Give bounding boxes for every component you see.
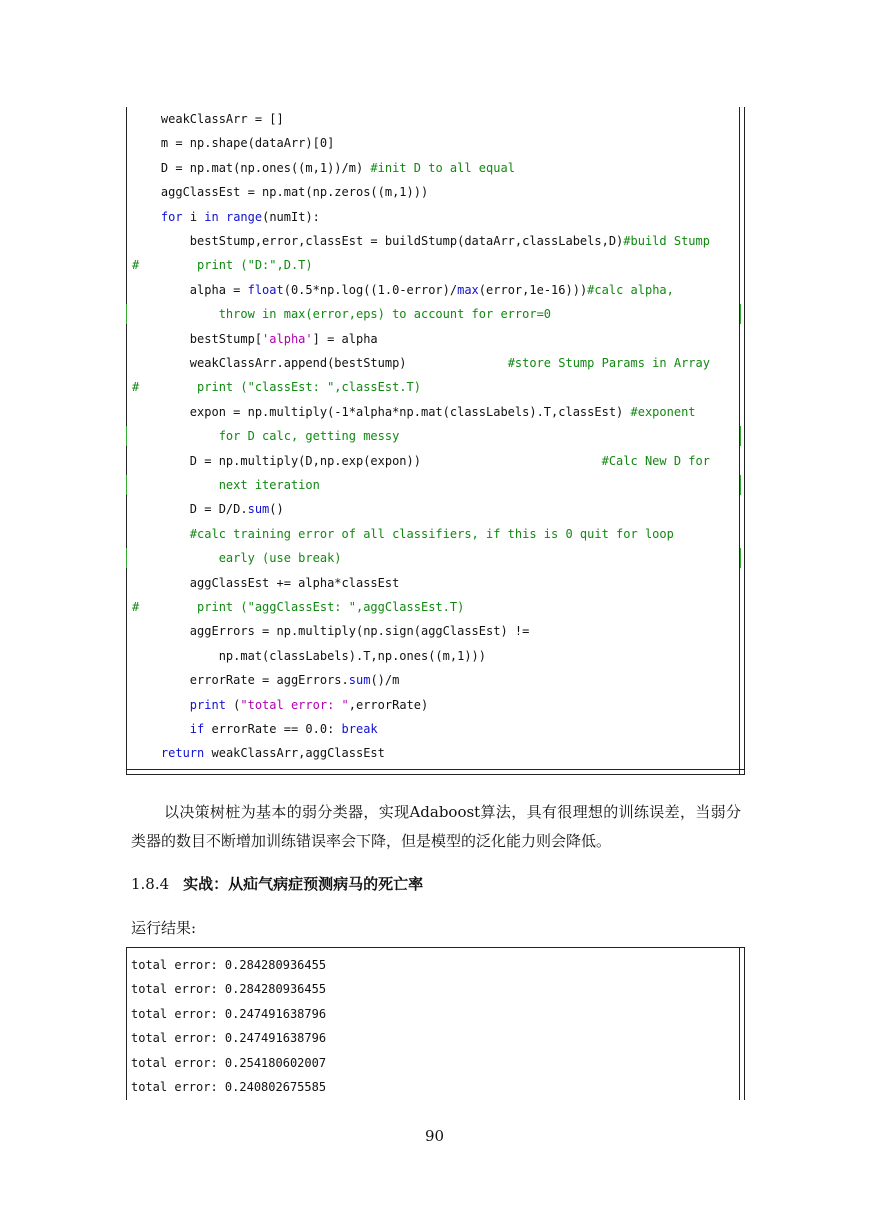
- code-token: [132, 722, 190, 736]
- code-line: [132, 306, 551, 322]
- code-line: [132, 672, 399, 688]
- code-token-kw: print: [189, 697, 226, 712]
- code-token-cm: #build Stump: [623, 234, 710, 248]
- code-line: [132, 453, 710, 469]
- page-number: 90: [424, 1127, 445, 1145]
- section-heading: [131, 873, 423, 894]
- code-line: [132, 379, 421, 395]
- code-line: [132, 331, 378, 347]
- code-token: m = np.shape(dataArr)[0]: [132, 136, 335, 151]
- frame-bottom-inner: [126, 769, 745, 770]
- code-token-cm: throw in max(error,eps) to account for error=0: [132, 307, 552, 322]
- frame-left: [126, 947, 127, 1100]
- code-line: [132, 233, 710, 249]
- code-line: [132, 745, 385, 761]
- output-line: total error: 0.284280936455: [131, 958, 327, 972]
- code-token-kw: in: [204, 209, 219, 224]
- code-token: aggClassEst = np.mat(np.zeros((m,1))): [132, 185, 429, 200]
- code-token-kw: return: [160, 746, 205, 761]
- code-token-bi: sum: [247, 502, 270, 517]
- section-number: 1.8.4: [131, 875, 170, 893]
- body-paragraph: [131, 798, 741, 856]
- code-line: [132, 575, 399, 591]
- output-line: total error: 0.284280936455: [131, 982, 327, 997]
- code-token: D = np.mat(np.ones((m,1))/m): [132, 160, 371, 175]
- code-line: [132, 623, 529, 639]
- code-token: aggErrors = np.multiply(np.sign(aggClassEst) !=: [132, 624, 530, 639]
- code-line: [132, 209, 320, 225]
- line-wrap-marker: [740, 475, 741, 495]
- code-token-kw: if: [189, 722, 205, 736]
- code-token-cm: #calc alpha,: [587, 282, 674, 297]
- output-line: total error: 0.240802675585: [131, 1080, 327, 1094]
- code-token: errorRate == 0.0:: [204, 722, 342, 736]
- code-line: [132, 599, 464, 615]
- code-line: [132, 501, 284, 517]
- code-token-kw: for: [160, 209, 183, 224]
- code-token-cm: #calc training error of all classifiers, if this is 0 quit for loop: [132, 526, 674, 541]
- line-wrap-marker: [126, 426, 127, 446]
- line-wrap-marker: [740, 426, 741, 446]
- code-line: [132, 184, 428, 200]
- code-token: (: [225, 697, 241, 712]
- section-title: 实战：从疝气病症预测病马的死亡率: [183, 875, 424, 893]
- frame-right-inner: [739, 947, 740, 1100]
- code-token-cm: #store Stump Params in Array: [507, 356, 710, 370]
- code-token-cm: # print ("aggClassEst: ",aggClassEst.T): [132, 600, 465, 614]
- code-token: (): [269, 502, 284, 517]
- code-line: [132, 550, 342, 566]
- code-token: (numIt):: [262, 209, 320, 224]
- code-token: [132, 210, 161, 224]
- output-line: total error: 0.247491638796: [131, 1031, 327, 1046]
- code-token: weakClassArr,aggClassEst: [204, 746, 385, 761]
- code-token: alpha =: [132, 282, 248, 297]
- code-token-kw: break: [341, 722, 378, 736]
- code-token: [132, 746, 161, 760]
- code-token: (error,1e-16))): [478, 282, 588, 297]
- code-token: D = np.multiply(D,np.exp(expon)): [132, 453, 602, 468]
- output-line: total error: 0.247491638796: [131, 1006, 327, 1021]
- code-token-bi: float: [247, 282, 284, 297]
- code-token-cm: for D calc, getting messy: [132, 429, 400, 444]
- code-token: errorRate = aggErrors.: [132, 673, 349, 688]
- code-line: [132, 721, 378, 737]
- code-token: [132, 698, 190, 712]
- code-token: D = D/D.: [132, 502, 248, 517]
- code-token-bi: max: [457, 282, 479, 297]
- code-line: [132, 257, 313, 273]
- code-token: bestStump,error,classEst = buildStump(dataArr,classLabels,D): [132, 234, 624, 248]
- run-result-label: 运行结果:: [131, 919, 197, 937]
- code-token-cm: early (use break): [132, 551, 342, 566]
- code-line: [132, 648, 486, 664]
- code-token-bi: sum: [348, 673, 371, 688]
- code-token-cm: #init D to all equal: [370, 160, 515, 175]
- code-line: [132, 282, 674, 298]
- code-token: ] = alpha: [312, 331, 378, 346]
- frame-bottom-outer: [126, 774, 745, 775]
- code-line: [132, 697, 428, 713]
- paragraph-text: 以决策树桩为基本的弱分类器，实现Adaboost算法，具有很理想的训练误差，当弱分类器的数目不断增加训练错误率会下降，但是模型的泛化能力则会降低。: [131, 803, 741, 850]
- code-token: (0.5*np.log((1.0-error)/: [283, 282, 458, 297]
- code-line: [132, 355, 710, 371]
- code-token: ,errorRate): [348, 697, 429, 712]
- output-line: total error: 0.254180602007: [131, 1055, 327, 1070]
- code-token: weakClassArr.append(bestStump): [132, 356, 508, 370]
- code-listing: [126, 107, 745, 775]
- line-wrap-marker: [126, 304, 127, 324]
- code-line: [132, 477, 320, 493]
- code-token-str: 'alpha': [262, 331, 313, 346]
- code-line: [132, 428, 399, 444]
- code-token: np.mat(classLabels).T,np.ones((m,1))): [132, 648, 487, 663]
- code-token-str: "total error: ": [240, 697, 349, 712]
- code-token-bi: range: [225, 209, 263, 224]
- frame-right-outer: [744, 107, 745, 775]
- code-token: aggClassEst += alpha*classEst: [132, 575, 400, 590]
- line-wrap-marker: [126, 475, 127, 495]
- frame-right-outer: [744, 947, 745, 1100]
- code-line: [132, 526, 674, 542]
- code-token-cm: next iteration: [132, 478, 320, 492]
- line-wrap-marker: [740, 548, 741, 568]
- code-token: bestStump[: [132, 331, 263, 346]
- code-token: expon = np.multiply(-1*alpha*np.mat(classLabels).T,classEst): [132, 404, 631, 419]
- code-line: [132, 160, 515, 176]
- code-token-cm: # print ("D:",D.T): [132, 258, 313, 273]
- code-token: ()/m: [370, 673, 400, 688]
- frame-top: [126, 947, 745, 948]
- code-token-cm: #Calc New D for: [601, 453, 710, 468]
- code-line: [132, 135, 334, 151]
- output-listing: [126, 947, 745, 1100]
- code-line: [132, 111, 284, 127]
- code-token: [219, 210, 226, 224]
- code-token: i: [182, 209, 205, 224]
- code-line: [132, 404, 696, 420]
- line-wrap-marker: [740, 304, 741, 324]
- code-token-cm: #exponent: [630, 404, 696, 419]
- code-token-cm: # print ("classEst: ",classEst.T): [132, 380, 421, 395]
- code-token: weakClassArr = []: [132, 112, 284, 126]
- line-wrap-marker: [126, 548, 127, 568]
